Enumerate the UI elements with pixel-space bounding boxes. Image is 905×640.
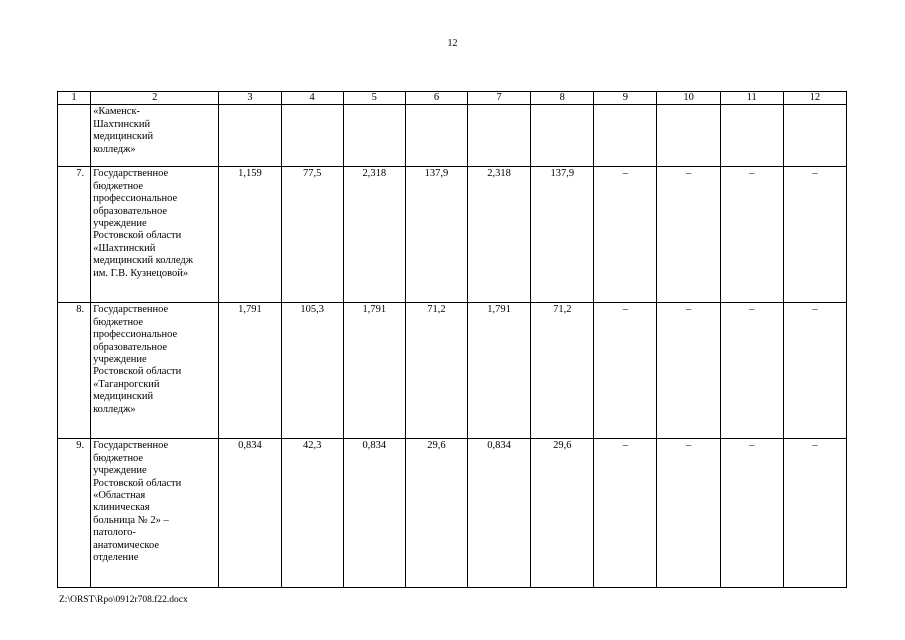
- value-cell: 1,791: [343, 303, 405, 439]
- column-header: 5: [343, 92, 405, 105]
- value-cell: 105,3: [281, 303, 343, 439]
- institution-name-cell: «Каменск- Шахтинский медицинский колледж»: [91, 105, 219, 167]
- table-header-row: [58, 92, 847, 105]
- table-row: [58, 303, 847, 439]
- value-cell: [783, 105, 846, 167]
- value-cell: 1,791: [219, 303, 281, 439]
- value-cell: 137,9: [531, 167, 594, 303]
- value-cell: –: [720, 303, 783, 439]
- value-cell: 42,3: [281, 439, 343, 588]
- column-header: 1: [58, 92, 91, 105]
- value-cell: [468, 105, 531, 167]
- value-cell: –: [657, 303, 720, 439]
- column-header: 8: [531, 92, 594, 105]
- value-cell: –: [657, 439, 720, 588]
- value-cell: 71,2: [531, 303, 594, 439]
- row-number-cell: [58, 105, 91, 167]
- value-cell: –: [594, 303, 657, 439]
- value-cell: 1,159: [219, 167, 281, 303]
- value-cell: [594, 105, 657, 167]
- value-cell: [720, 105, 783, 167]
- value-cell: –: [594, 439, 657, 588]
- institution-name-cell: Государственное бюджетное профессиональное образовательное учреждение Ростовской области «Шахтинский медицинский колледж им. Г.В. Кузнецовой»: [91, 167, 219, 303]
- institution-name-cell: Государственное бюджетное профессиональное образовательное учреждение Ростовской области «Таганрогский медицинский колледж»: [91, 303, 219, 439]
- value-cell: 2,318: [343, 167, 405, 303]
- value-cell: 29,6: [531, 439, 594, 588]
- value-cell: 0,834: [468, 439, 531, 588]
- page-number: 12: [447, 38, 458, 49]
- row-number-cell: 7.: [58, 167, 91, 303]
- column-header: 12: [783, 92, 846, 105]
- value-cell: [405, 105, 467, 167]
- value-cell: [343, 105, 405, 167]
- value-cell: –: [720, 439, 783, 588]
- value-cell: 0,834: [343, 439, 405, 588]
- value-cell: –: [720, 167, 783, 303]
- value-cell: 71,2: [405, 303, 467, 439]
- value-cell: 137,9: [405, 167, 467, 303]
- value-cell: –: [783, 167, 846, 303]
- value-cell: –: [783, 439, 846, 588]
- column-header: 9: [594, 92, 657, 105]
- table-row: [58, 105, 847, 167]
- column-header: 10: [657, 92, 720, 105]
- value-cell: [219, 105, 281, 167]
- column-header: 7: [468, 92, 531, 105]
- file-path-footer: Z:\ORST\Rpo\0912r708.f22.docx: [59, 595, 188, 605]
- column-header: 2: [91, 92, 219, 105]
- value-cell: 0,834: [219, 439, 281, 588]
- value-cell: [281, 105, 343, 167]
- institution-name-cell: Государственное бюджетное учреждение Ростовской области «Областная клиническая больница № 2» – патолого- анатомическое отделение: [91, 439, 219, 588]
- table-row: [58, 167, 847, 303]
- value-cell: 77,5: [281, 167, 343, 303]
- value-cell: 29,6: [405, 439, 467, 588]
- column-header: 11: [720, 92, 783, 105]
- value-cell: [657, 105, 720, 167]
- value-cell: –: [594, 167, 657, 303]
- row-number-cell: 8.: [58, 303, 91, 439]
- value-cell: –: [783, 303, 846, 439]
- row-number-cell: 9.: [58, 439, 91, 588]
- column-header: 6: [405, 92, 467, 105]
- column-header: 3: [219, 92, 281, 105]
- table-row: [58, 439, 847, 588]
- data-table: [57, 91, 847, 588]
- value-cell: –: [657, 167, 720, 303]
- value-cell: 1,791: [468, 303, 531, 439]
- column-header: 4: [281, 92, 343, 105]
- value-cell: 2,318: [468, 167, 531, 303]
- value-cell: [531, 105, 594, 167]
